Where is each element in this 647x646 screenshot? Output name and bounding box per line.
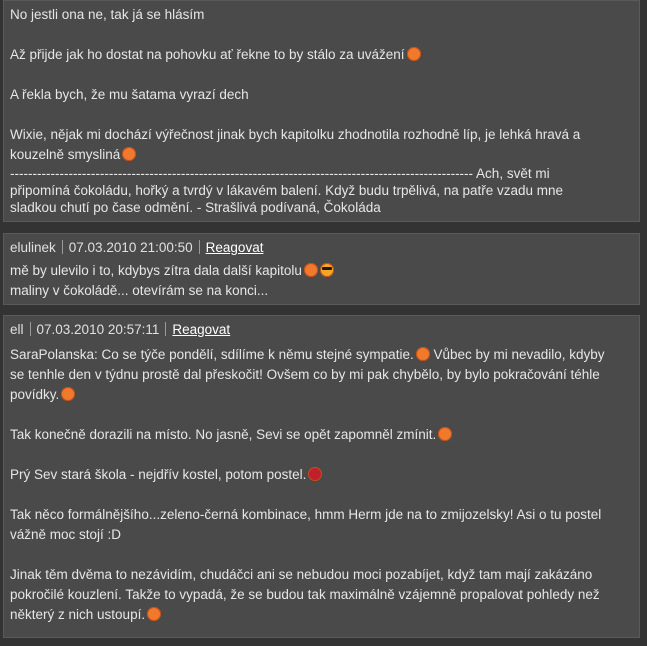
comment-date: 07.03.2010 20:57:11 bbox=[36, 322, 160, 337]
comment-text: vážně moc stojí :D bbox=[10, 527, 122, 542]
comment-author: elulinek bbox=[10, 240, 56, 255]
divider bbox=[62, 240, 63, 254]
reply-link[interactable]: Reagovat bbox=[205, 240, 264, 255]
comment-text: Prý Sev stará škola - nejdřív kostel, potom postel. bbox=[10, 465, 633, 485]
ladybug-emoji-icon bbox=[308, 467, 322, 481]
comment-text: pokročilé kouzlení. Takže to vypadá, že se budou tak maximálně vzájemně propalovat pohledy než bbox=[10, 587, 600, 602]
divider bbox=[30, 322, 31, 336]
comment-text: mě by ulevilo i to, kdybys zítra dala další kapitolu bbox=[10, 261, 633, 281]
grin-emoji-icon bbox=[147, 607, 161, 621]
comment-text: kouzelně smysliná bbox=[10, 145, 633, 165]
comment-header bbox=[4, 234, 639, 258]
comment-text: některý z nich ustoupí. bbox=[10, 605, 633, 625]
reply-link[interactable]: Reagovat bbox=[172, 322, 231, 337]
comment-card bbox=[3, 0, 640, 222]
comment-text: se tenhle den v týdnu prostě dal přeskočit! Ovšem co by mi pak chybělo, by bylo pokračování téhle bbox=[10, 367, 600, 382]
grin-emoji-icon bbox=[416, 347, 430, 361]
divider bbox=[165, 322, 166, 336]
cool-emoji-icon bbox=[320, 263, 334, 277]
comment-date: 07.03.2010 21:00:50 bbox=[68, 240, 193, 255]
signature-line: sladkou chutí po čase odmění. - Strašlivá podívaná, Čokoláda bbox=[10, 200, 381, 215]
comment-header bbox=[4, 316, 639, 340]
comment-body bbox=[4, 1, 639, 216]
signature bbox=[10, 165, 633, 216]
grin-emoji-icon bbox=[438, 427, 452, 441]
comment-text: Wixie, nějak mi dochází výřečnost jinak bych kapitolku zhodnotila rozhodně líp, je lehká hravá a bbox=[10, 127, 581, 142]
comment-body bbox=[4, 258, 639, 301]
comment-body bbox=[4, 340, 639, 625]
comment-text: Tak něco formálnějšího...zeleno-černá kombinace, hmm Herm jde na to zmijozelsky! Asi o tu postel bbox=[10, 507, 602, 522]
comment-text: Jinak těm dvěma to nezávidím, chudáčci ani se nebudou moci pozabíjet, když tam mají zakázáno bbox=[10, 567, 593, 582]
comment-card bbox=[3, 315, 640, 638]
grin-emoji-icon bbox=[304, 263, 318, 277]
signature-line: ------------------------------------------------------------------------------------------------------- Ach, svět mi bbox=[10, 166, 550, 181]
grin-emoji-icon bbox=[122, 147, 136, 161]
grin-emoji-icon bbox=[61, 387, 75, 401]
comment-text: Až přijde jak ho dostat na pohovku ať řekne to by stálo za uvážení bbox=[10, 45, 633, 65]
comment-text: povídky. bbox=[10, 385, 633, 405]
comment-text: maliny v čokoládě... otevírám se na konci... bbox=[10, 283, 269, 298]
comment-card bbox=[3, 233, 640, 305]
comment-author: ell bbox=[10, 322, 24, 337]
comment-text: No jestli ona ne, tak já se hlásím bbox=[10, 7, 205, 22]
comment-text: A řekla bych, že mu šatama vyrazí dech bbox=[10, 87, 249, 102]
comment-text: Tak konečně dorazili na místo. No jasně, Sevi se opět zapomněl zmínit. bbox=[10, 425, 633, 445]
comment-text: SaraPolanska: Co se týče pondělí, sdílíme k němu stejné sympatie. Vůbec by mi nevadilo, kdyby bbox=[10, 347, 605, 362]
divider bbox=[199, 240, 200, 254]
grin-emoji-icon bbox=[407, 47, 421, 61]
signature-line: připomíná čokoládu, hořký a tvrdý v lákavém balení. Když budu trpělivá, na patře vzadu mne bbox=[10, 183, 564, 198]
